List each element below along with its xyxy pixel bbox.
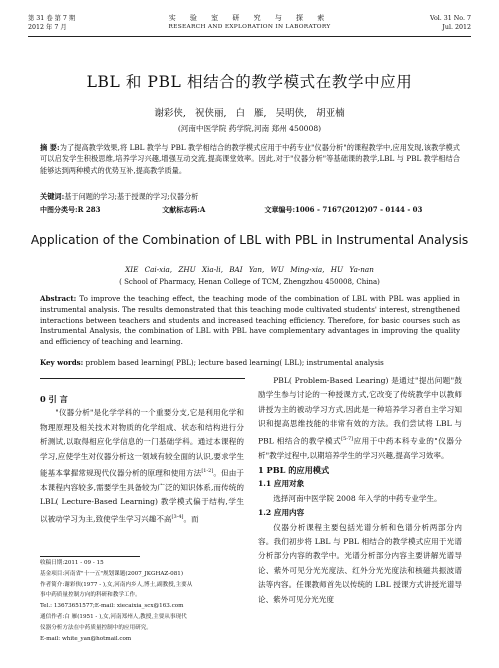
running-header (28, 14, 471, 36)
separator-rule (40, 378, 245, 379)
section-1-1-heading: 1.1 应用对象 (258, 479, 305, 489)
corresponding-author: 通信作者:白 雁(1951 - ),女,河南郑州人,教授,主要从事现代 (40, 613, 187, 620)
keywords-cn: 关键词:基于问题的学习;基于授课的学习;仪器分析 (40, 192, 199, 201)
classification-line (40, 205, 460, 215)
english-authors: XIE Cai-xia, ZHU Xia-li, BAI Yan, WU Ming-xia, HU Ya-nan (125, 265, 374, 274)
left-column (40, 392, 244, 527)
abstract-cn (40, 142, 460, 176)
right-column (258, 374, 462, 607)
intro-heading: 0 引 言 (40, 394, 68, 404)
doc-code: 文献标志码:A (162, 205, 206, 214)
footnote-rule (40, 556, 140, 557)
journal-volume: 第 31 卷 第 7 期 2012 年 7 月 (28, 15, 76, 31)
fund-info: 基金项目:河南省"十一五"规划课题(2007_JKGHAZ-081) (40, 570, 184, 577)
journal-volume-en: Vol. 31 No. 7 Jul. 2012 (430, 15, 471, 31)
keywords-en: Key words: problem based learning( PBL); lecture based learning( LBL); instrumental analysis (40, 358, 384, 367)
header-rule (28, 36, 471, 37)
author-list: 谢彩侠, 祝侠丽, 白 雁, 吴明侠, 胡亚楠 (154, 108, 345, 119)
abstract-label: 摘 要: (40, 143, 60, 152)
abstract-text: 为了提高教学效果,将 LBL 教学与 PBL 教学相结合的教学模式应用于中药专业"仪器分析"的课程教学中,应用发现,该教学模式可以启发学生积极思维,培养学习兴趣,增强互动交流,提高课堂效率。因此,对于"仪器分析"等基础课的教学,LBL 与 PBL 教学相结合能够达到两种模式的优势互补,提高教学质量。 (40, 143, 460, 175)
abstract-en: Abstract: To improve the teaching effect, the teaching mode of the combination of LBL with PBL was applied in instrumental analysis. The results demonstrated that this teaching mode cultivated students' interest, strengthened interactions between teachers and students and increased teaching efficiency. Therefore, for basic courses such as Instrumental Analysis, the combination of LBL with PBL have complementary advantages in improving the quality and efficiency of teaching and learning. (40, 294, 460, 347)
pbl-paragraph: PBL( Problem-Based Learing) 是通过"提出问题"鼓励学生参与讨论的一种授课方式,它改变了传统教学中以教师讲授为主的被动学习方式,因此是一种培养学习者自主学习知识和提高思维技能的非常有效的方法。我们尝试将 LBL 与 PBL 相结合的教学模式[5-7]应用于中药本科专业的"仪器分析"教学过程中,以期培养学生的学习兴趣,提高学习效率。 (258, 376, 462, 460)
english-title: Application of the Combination of LBL with PBL in Instrumental Analysis (30, 233, 469, 247)
footnote-block (40, 558, 250, 644)
section-1-2-heading: 1.2 应用内容 (258, 508, 305, 518)
journal-name: 实 验 室 研 究 与 探 索 RESEARCH AND EXPLORATION IN LABORATORY (168, 14, 331, 30)
section-1-heading: 1 PBL 的应用模式 (258, 464, 330, 475)
author-bio: 作者简介:谢彩侠(1977 - ),女,河南内乡人,博士,副教授,主要从 (40, 581, 193, 588)
article-number: 文章编号:1006 - 7167(2012)07 - 0144 - 03 (264, 205, 423, 214)
english-affiliation: ( School of Pharmacy, Henan College of TCM, Zhengzhou 450008, China) (119, 278, 380, 286)
paper-title: LBL 和 PBL 相结合的教学模式在教学中应用 (86, 73, 413, 91)
section-1-2-text: 仪器分析课程主要包括光谱分析和色谱分析两部分内容。我们初步将 LBL 与 PBL 相结合的教学模式应用于光谱分析部分内容的教学中。光谱分析部分内容主要讲解光谱导论、紫外可见分光光度法、红外分光光度法和核磁共振波谱法等内容。任课教师首先以传统的 LBL 授课方式讲授光谱导论、紫外可见分光光度 (258, 522, 462, 604)
corresponding-author-cont: 仪器分析方法在中药质量控制中的应用研究。 (40, 624, 152, 631)
author-bio-cont: 事中药质量控制方向的科研和教学工作。 (40, 592, 141, 599)
intro-paragraph: "仪器分析"是化学学科的一个重要分支,它是利用化学和物理原理及相关技术对物质的化学组成、状态和结构进行分析测试,以取得相应化学信息的一门基础学科。通过本课程的学习,应使学生对仪器分析这一领域有较全面的认识,要求学生能基本掌握常规现代仪器分析的原理和使用方法[1-2]。但由于本课程内容较多,需要学生具备较为广泛的知识体系,而传统的 LBL( Lecture-Based Learning) 教学模式偏于结构,学生以被动学习为主,致使学生学习兴趣不高[3-4]。而 (40, 408, 245, 524)
affiliation: (河南中医学院 药学院,河南 郑州 450008) (177, 124, 322, 133)
clc-number: 中图分类号:R 283 (40, 205, 101, 214)
received-date: 收稿日期:2011 - 09 - 15 (40, 560, 104, 566)
contact-info: Tel.: 13673651577;E-mail: xiecaixia_scx@163.com (40, 603, 184, 610)
corresponding-email: E-mail: white_yan@hotmail.com (40, 635, 132, 642)
section-1-1-text: 选择河南中医学院 2008 年入学的中药专业学生。 (273, 493, 442, 503)
